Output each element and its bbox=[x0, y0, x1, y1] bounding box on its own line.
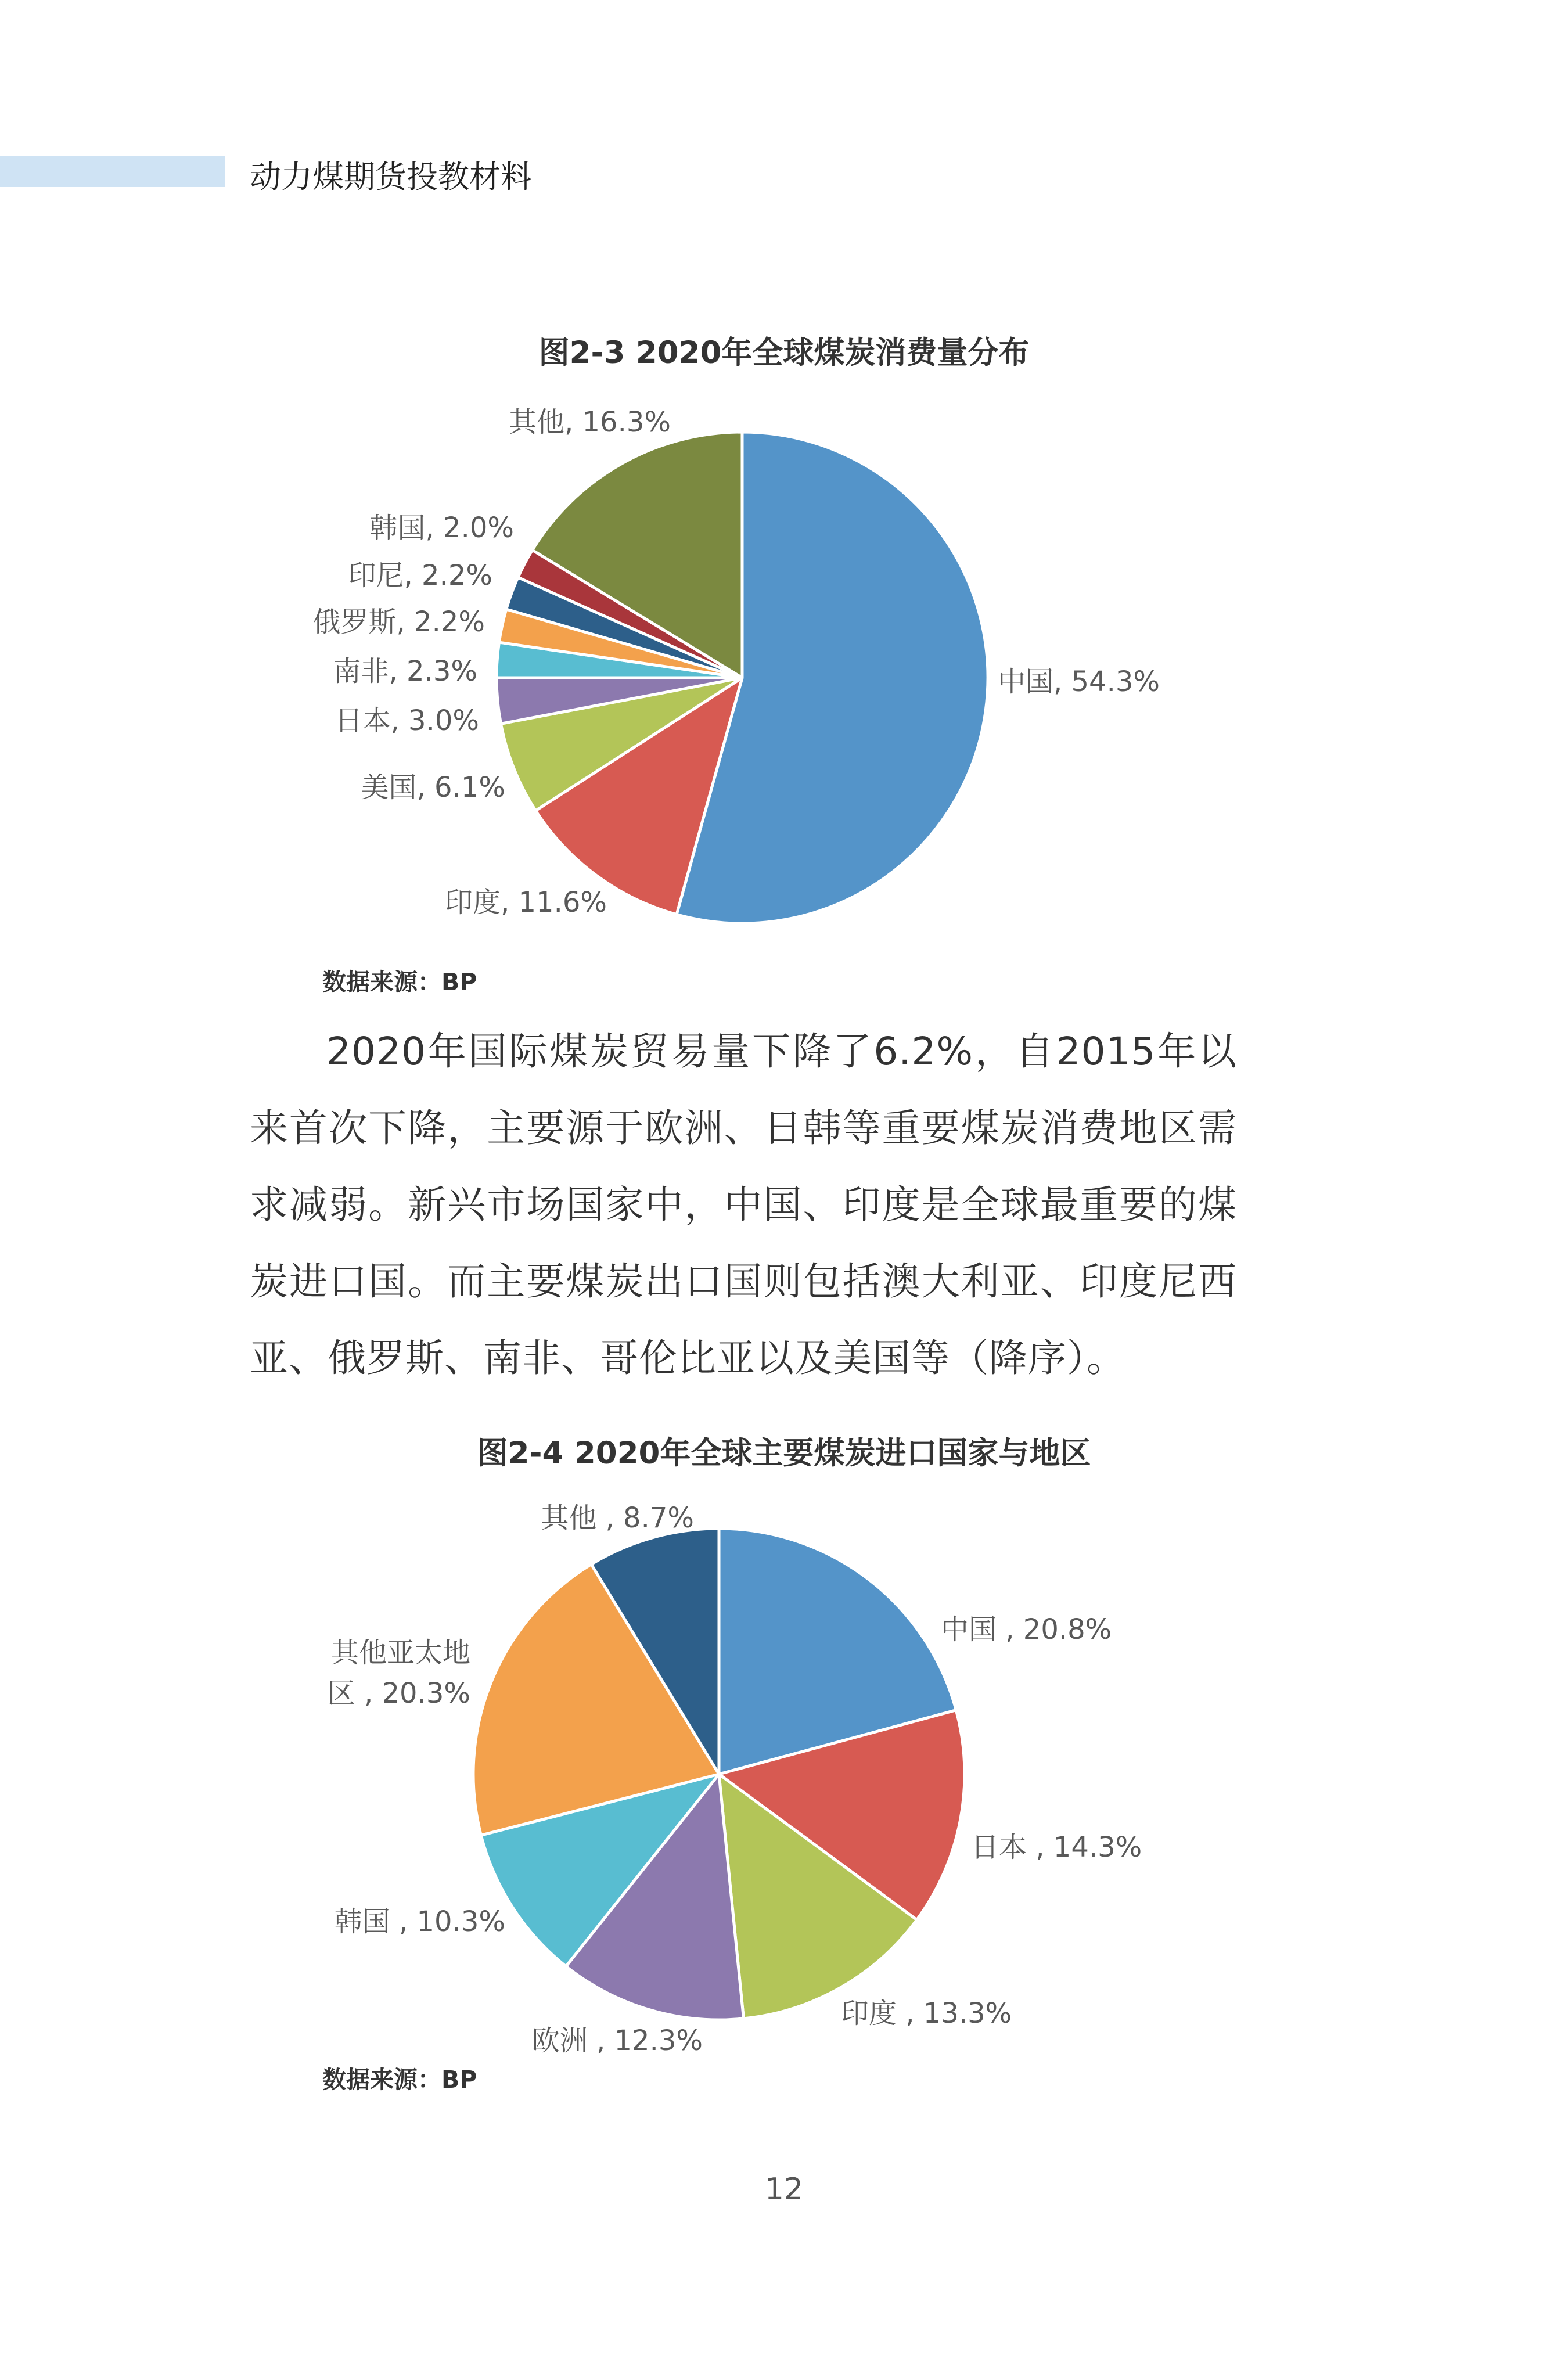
pie-label-1-5: 俄罗斯, 2.2% bbox=[312, 606, 485, 638]
pie-label-1-2: 美国, 6.1% bbox=[361, 771, 505, 804]
pie-label-2-4: 韩国 , 10.3% bbox=[334, 1905, 505, 1938]
page-number: 12 bbox=[764, 2172, 804, 2207]
figure1-title: 图2-3 2020年全球煤炭消费量分布 bbox=[538, 335, 1030, 371]
figure2-source: 数据来源：BP bbox=[322, 2066, 477, 2094]
pie-label-1-0: 中国, 54.3% bbox=[998, 666, 1160, 698]
pie-label-1-7: 韩国, 2.0% bbox=[369, 512, 514, 544]
pie-label-2-5: 其他亚太地区 , 20.3% bbox=[327, 1637, 470, 1710]
body-paragraph-text: 2020年国际煤炭贸易量下降了6.2%，自2015年以来首次下降，主要源于欧洲、日韩等重要煤炭消费地区需求减弱。新兴市场国家中，中国、印度是全球最重要的煤炭进口国。而主要煤炭出口国则包括澳大利亚、印度尼西亚、俄罗斯、南非、哥伦比亚以及美国等（降序）。 bbox=[250, 1029, 1237, 1380]
pie-chart-imports bbox=[0, 1487, 1568, 2079]
pie-label-2-6: 其他 , 8.7% bbox=[541, 1502, 694, 1534]
pie-chart-consumption bbox=[0, 383, 1568, 952]
header-title: 动力煤期货投教材料 bbox=[250, 159, 532, 195]
pie-label-1-4: 南非, 2.3% bbox=[333, 655, 477, 688]
pie-label-2-3: 欧洲 , 12.3% bbox=[531, 2024, 703, 2057]
pie-label-2-0: 中国 , 20.8% bbox=[941, 1613, 1112, 1646]
pie-label-1-8: 其他, 16.3% bbox=[508, 406, 671, 438]
header-band bbox=[0, 156, 225, 187]
pie-label-2-2: 印度 , 13.3% bbox=[841, 1997, 1012, 2030]
pie-label-2-1: 日本 , 14.3% bbox=[971, 1831, 1142, 1864]
pie-label-1-1: 印度, 11.6% bbox=[444, 886, 607, 919]
body-paragraph bbox=[250, 1013, 1237, 1397]
pie-label-1-3: 日本, 3.0% bbox=[335, 704, 479, 737]
pie-label-1-6: 印尼, 2.2% bbox=[348, 559, 492, 592]
figure2-title: 图2-4 2020年全球主要煤炭进口国家与地区 bbox=[477, 1436, 1091, 1471]
figure1-source: 数据来源：BP bbox=[322, 968, 477, 996]
